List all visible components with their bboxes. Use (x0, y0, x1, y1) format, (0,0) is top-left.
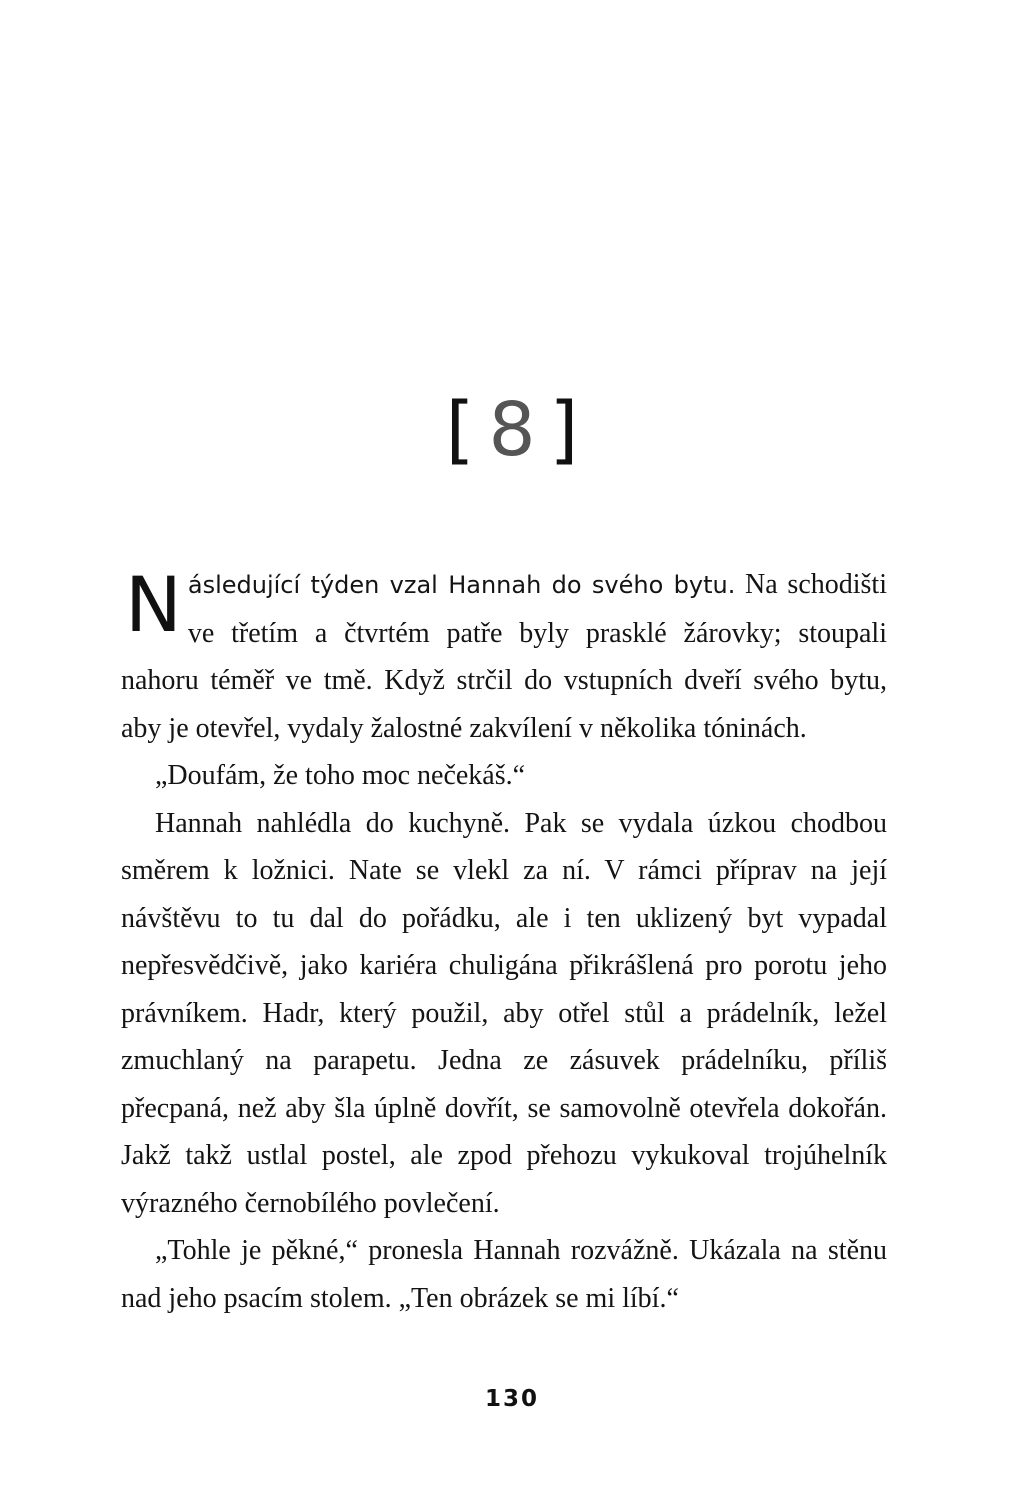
body-text (121, 561, 887, 1322)
chapter-heading (0, 380, 1024, 480)
paragraph-1 (121, 561, 887, 752)
chapter-close-bracket: ] (549, 387, 579, 473)
paragraph-4: „Tohle je pěkné,“ pronesla Hannah rozvážně. Ukázala na stěnu nad jeho psacím stolem. „Ten obrázek se mi líbí.“ (121, 1235, 887, 1314)
paragraph-2: „Doufám, že toho moc nečekáš.“ (155, 760, 526, 791)
paragraph-3: Hannah nahlédla do kuchyně. Pak se vydala úzkou chodbou směrem k ložnici. Nate se vlekl za ní. V rámci příprav na její návštěvu to tu dal do pořádku, ale i ten uklizený byt vypadal nepřesvědčivě, jako kariéra chuligána přikrášlená pro porotu jeho právníkem. Hadr, který použil, aby otřel stůl a prádelník, ležel zmuchlaný na parapetu. Jedna ze zásuvek prádelníku, příliš přecpaná, než aby šla úplně dovřít, se samovolně otevřela dokořán. Jakž takž ustlal postel, ale zpod přehozu vykukoval trojúhelník výrazného černobílého povlečení. (121, 807, 887, 1219)
drop-cap: N (125, 560, 182, 649)
lead-in-text: ásledující týden vzal Hannah do svého bytu. (187, 571, 736, 599)
chapter-number: 8 (488, 387, 536, 473)
paragraph-1-text: Na schodišti ve třetím a čtvrtém patře byly prasklé žárovky; stoupali nahoru téměř ve tmě. Když strčil do vstupních dveří svého bytu, aby je otevřel, vydaly žalostné zakvílení v několika tóninách. (121, 569, 887, 744)
chapter-open-bracket: [ (445, 387, 475, 473)
page-number: 130 (484, 1386, 539, 1412)
